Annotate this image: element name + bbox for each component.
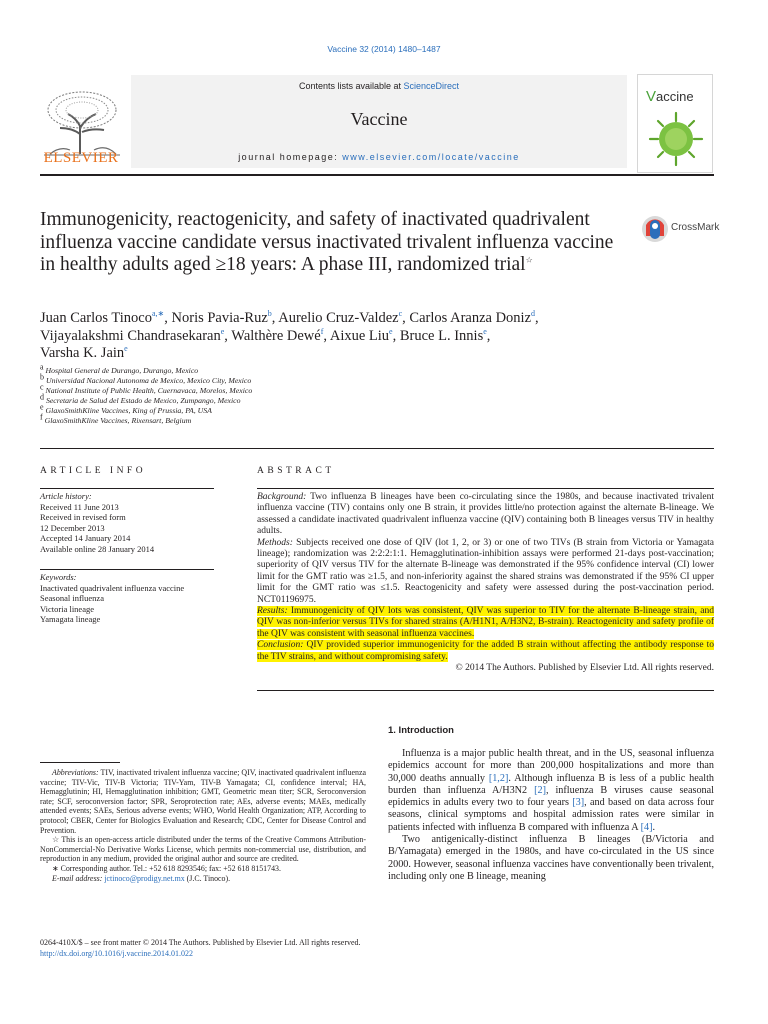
abstract-label: Results: (257, 606, 288, 617)
citation-link[interactable]: [1,2] (488, 772, 509, 784)
affiliation-item (40, 382, 680, 396)
author-name: Bruce L. Innis (399, 327, 484, 344)
article-history (40, 491, 214, 554)
author-affiliation-mark[interactable]: b (267, 309, 272, 319)
contents-line (131, 81, 627, 91)
history-item: Available online 28 January 2014 (40, 543, 155, 554)
abstract-text: Two influenza B lineages have been co-circulating since the 1980s, and because inactivated trivalent influenza vaccine (TIV) contains only one B strain, it provides little/no protection against the alternate B-lineage. We assessed a candidate inactivated quadrivalent influenza vaccine (QIV) containing both B lineages versus TIV in healthy adults. (257, 492, 714, 537)
article-info-heading: ARTICLE INFO (40, 466, 147, 476)
footnote-rule (40, 762, 120, 763)
keyword-item: Seasonal influenza (40, 593, 104, 603)
author-name: Aixue Liu (329, 327, 390, 344)
author-separator: , (271, 310, 279, 326)
affiliation-mark: c (40, 382, 44, 392)
affiliation-text: GlaxoSmithKline Vaccines, King of Prussia, PA, USA (45, 406, 212, 415)
author-separator: , (164, 310, 172, 326)
keyword-item: Inactivated quadrivalent influenza vaccine (40, 582, 185, 593)
abbreviations-footnote (40, 768, 366, 835)
article-title (40, 209, 630, 277)
paragraph: Two antigenically-distinct influenza B lineages (B/Victoria and B/Yamagata) emerged in the 1980s, and have co-circulated in the US since 2000. However, seasonal influenza vaccines have conventionally been trivalent, including only one B lineage, meaning (388, 834, 714, 882)
affiliation-text: National Institute of Public Health, Cuernavaca, Morelos, Mexico (45, 386, 253, 395)
history-heading: Article history: (40, 491, 92, 501)
keyword-item: Victoria lineage (40, 603, 95, 614)
author-name: Juan Carlos Tinoco (40, 310, 152, 326)
abstract-text-highlighted: Immunogenicity of QIV lots was consistent, QIV was superior to TIV for the alternate B-lineage strain, and QIV was non-inferior versus TIVs for shared strains (A/H1N1, A/H3N2, B-strain). Reactogenicity and safety profile of the QIV was consistent with seasonal influenza vaccines. (257, 606, 714, 639)
abstract-background (257, 492, 714, 538)
journal-title: Vaccine (350, 109, 408, 129)
affiliation-item (40, 402, 680, 416)
body-text: , influenza B viruses cause seasonal epidemics in adults every two to four years (388, 784, 714, 809)
author-affiliation-mark[interactable]: a,∗ (152, 309, 165, 319)
body-text: . (652, 821, 656, 833)
author-separator: , (486, 327, 491, 344)
keywords (40, 572, 214, 625)
sciencedirect-link[interactable]: ScienceDirect (403, 81, 460, 91)
homepage-prefix: journal homepage: (238, 152, 343, 162)
cover-title-initial: V (646, 88, 657, 105)
citation-link[interactable]: [2] (534, 784, 546, 796)
affiliation-item (40, 372, 680, 386)
author-affiliation-mark[interactable]: f (320, 326, 324, 336)
author-separator: , (392, 327, 400, 344)
email-footnote (40, 874, 366, 884)
history-item: 12 December 2013 (40, 522, 105, 533)
author-separator: , (323, 327, 330, 344)
abstract-label: Background: (257, 492, 307, 502)
footnote-text: (J.C. Tinoco). (184, 873, 231, 883)
affiliation-text: Secretaria de Salud del Estado de Mexico, Zumpango, Mexico (45, 396, 241, 405)
affiliation-mark: d (40, 392, 44, 402)
author-name: Walthère Dewé (231, 327, 321, 344)
affiliation-text: Hospital General de Durango, Durango, Mexico (45, 366, 199, 375)
affiliation-item (40, 412, 680, 426)
abstract-rule (257, 488, 714, 489)
author-name: Noris Pavia-Ruz (171, 310, 268, 326)
author-affiliation-mark[interactable]: c (398, 309, 403, 319)
abstract-label: Conclusion: (257, 640, 304, 651)
footnotes (40, 768, 366, 883)
email-link[interactable]: jctinoco@prodigy.net.mx (104, 873, 185, 883)
author-name: Varsha K. Jain (40, 345, 125, 361)
footnote-text: TIV, inactivated trivalent influenza vaccine; QIV, inactivated quadrivalent influenza vaccine; TIV-Vic, TIV-B Victoria; TIV-Yam, TIV-B Yamagata; CI, confidence interval; HA, Hemagglutinin; HI, Hemagglutination inhibition; GMT, Geometric mean titer; SCR, Seroconversion rate; SCF, seroconversion factor; SPR, Seroprotection rate; AEs, adverse events; MAEs, medically attended events; SAEs, Serious adverse events; WHO, World Health Organization; ATP, According to protocol; CBER, Center for Biologics Evaluation and Research; CDC, Center for Disease Control and Prevention. (40, 768, 366, 835)
citation-link[interactable]: [3] (572, 797, 585, 809)
header-rule (40, 174, 714, 176)
crossmark-label[interactable]: CrossMark (671, 222, 720, 233)
cover-title-rest: accine (656, 89, 694, 104)
footnote-label: Abbreviations: (52, 768, 99, 777)
introduction-body (388, 748, 714, 883)
paragraph (388, 748, 714, 834)
affiliation-item (40, 362, 680, 376)
journal-cover-thumbnail[interactable] (637, 74, 713, 173)
journal-citation[interactable]: Vaccine 32 (2014) 1480–1487 (327, 44, 441, 54)
keyword-item: Yamagata lineage (40, 614, 101, 624)
author-name: Carlos Aranza Doniz (409, 310, 532, 326)
publisher-name: ELSEVIER (43, 150, 119, 166)
author-affiliation-mark[interactable]: e (483, 326, 487, 336)
author-name: Vijayalakshmi Chandrasekaran (40, 327, 221, 344)
section-rule (40, 448, 714, 449)
body-text: , and based on data across four seasons, clinical symptoms and hospital admission rates were similar in patients infected with influenza B compared with influenza A (388, 797, 714, 833)
body-text: . Although influenza B is less of a public health burden than influenza A/H3N2 (388, 772, 714, 796)
citation-link[interactable]: [4] (640, 821, 653, 833)
abstract-text: Subjects received one dose of QIV (lot 1, 2, or 3) or one of two TIVs (B strain from Victoria or Yamagata lineage); randomization was 2:2:2:1:1. Hemagglutination-inhibition assays were performed 21-days post-vaccination; superiority of QIV versus TIV for the alternate B-lineage was demonstrated if the 95% confidence interval (CI) lower limit for the GMT ratio was ≥1.5, and non-inferiority against the shared strains was demonstrated if the 95% CI upper limit for the GMT ratio was ≤1.5. Reactogenicity and safety were assessed during the post-vaccination period. NCT01196975. (257, 537, 714, 605)
doi-link[interactable]: http://dx.doi.org/10.1016/j.vaccine.2014.01.022 (40, 949, 193, 958)
crossmark-icon[interactable] (640, 214, 670, 244)
contents-prefix: Contents lists available at (298, 81, 404, 91)
author-name: Aurelio Cruz-Valdez (278, 310, 399, 326)
history-item: Received 11 June 2013 (40, 501, 119, 512)
abstract-rule (257, 690, 714, 691)
article-info-rule (40, 488, 214, 489)
affiliation-text: GlaxoSmithKline Vaccines, Rixensart, Belgium (44, 416, 192, 425)
author-affiliation-mark[interactable]: d (531, 309, 536, 319)
author-separator: , (224, 327, 232, 344)
abstract-heading: ABSTRACT (257, 466, 335, 476)
journal-homepage-line (131, 152, 627, 162)
affiliation-text: Universidad Nacional Autonoma de Mexico, Mexico City, Mexico (45, 376, 252, 385)
affiliation-list (40, 362, 680, 426)
journal-masthead (131, 75, 627, 168)
affiliation-item (40, 392, 680, 406)
author-separator: , (402, 310, 410, 326)
abstract-body (257, 492, 714, 675)
affiliation-mark: a (40, 362, 44, 372)
affiliation-mark: e (40, 402, 44, 412)
author-list (40, 310, 680, 363)
keywords-heading: Keywords: (40, 572, 77, 582)
abstract-label: Methods: (257, 537, 293, 548)
introduction-heading: 1. Introduction (388, 725, 454, 736)
author-separator: , (535, 310, 539, 326)
author-affiliation-mark[interactable]: e (124, 344, 128, 354)
abstract-conclusion (257, 640, 714, 663)
body-text: Influenza is a major public health threat, and in the US, seasonal influenza epidemics account for more than 200,000 hospitalizations and more than 30,000 deaths annually (388, 748, 714, 784)
title-footnote-mark[interactable]: ☆ (525, 255, 533, 265)
abstract-copyright: © 2014 The Authors. Published by Elsevier Ltd. All rights reserved. (455, 663, 714, 674)
abstract-methods (257, 538, 714, 606)
article-title-text: Immunogenicity, reactogenicity, and safety of inactivated quadrivalent influenza vaccine candidate versus inactivated trivalent influenza vaccine in healthy adults aged ≥18 years: A phase III, randomized trial (40, 209, 614, 275)
issn-line: 0264-410X/$ – see front matter © 2014 The Authors. Published by Elsevier Ltd. All rights reserved. (40, 938, 361, 947)
affiliation-mark: f (40, 412, 43, 422)
open-access-footnote: ☆ This is an open-access article distributed under the terms of the Creative Commons Attribution-NonCommercial-No Derivative Works License, which permits non-commercial use, distribution, and reproduction in any medium, provided the original author and source are credited. (40, 835, 366, 864)
corresponding-author-footnote: ∗ Corresponding author. Tel.: +52 618 8293546; fax: +52 618 8151743. (52, 863, 281, 873)
abstract-results (257, 606, 714, 640)
virus-illustration-icon (648, 107, 704, 169)
history-item: Received in revised form (40, 512, 126, 522)
abstract-text-highlighted: QIV provided superior immunogenicity for the added B strain without affecting the antibody response to the TIV strains, and without compromising safety. (257, 640, 714, 662)
footnote-label: E-mail address: (52, 873, 105, 883)
article-info-rule (40, 569, 214, 570)
history-item: Accepted 14 January 2014 (40, 533, 131, 543)
journal-homepage-link[interactable]: www.elsevier.com/locate/vaccine (342, 152, 520, 162)
affiliation-mark: b (40, 372, 44, 382)
cover-title (646, 88, 710, 105)
author-affiliation-mark[interactable]: e (220, 326, 225, 336)
author-affiliation-mark[interactable]: e (389, 326, 393, 336)
